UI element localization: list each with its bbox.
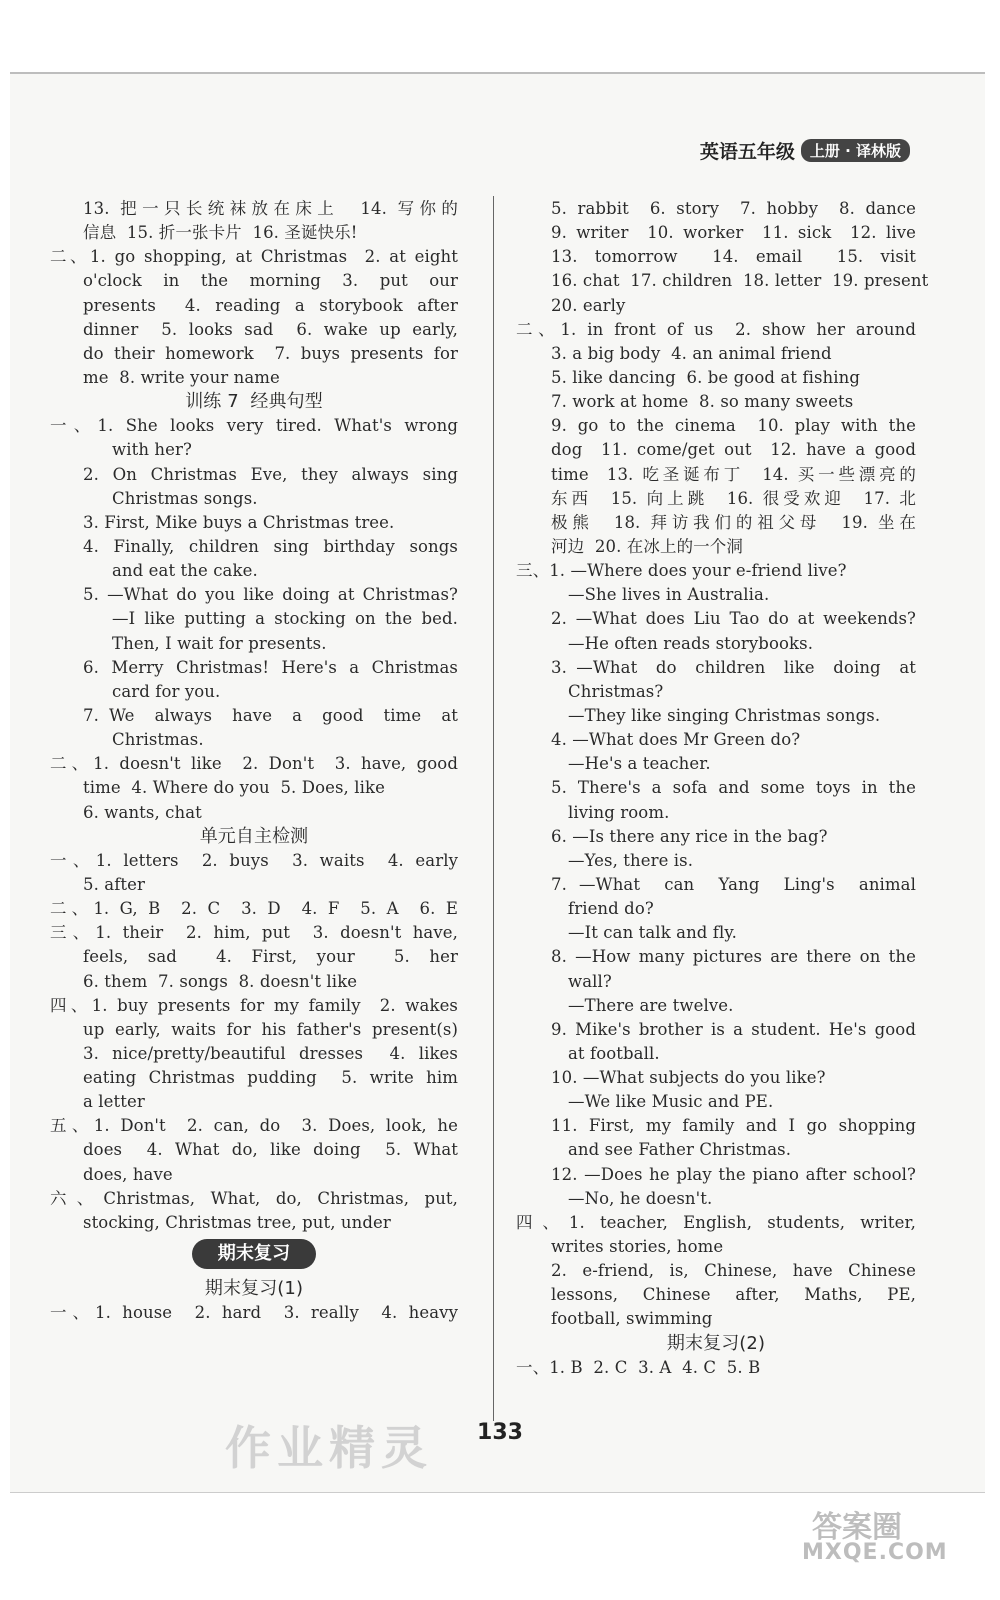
answer-line: —They like singing Christmas songs. (568, 705, 881, 725)
answer-line: 7. work at home 8. so many sweets (551, 392, 854, 412)
answer-line: friend do? (568, 899, 654, 919)
answer-line: —She lives in Australia. (568, 585, 770, 605)
answer-line: a letter (83, 1092, 145, 1112)
answer-line: does 4. What do, like doing 5. What (83, 1140, 458, 1160)
answer-line: up early, waits for his father's present(s) (83, 1019, 458, 1039)
left-column (50, 197, 458, 1325)
answer-line: 5. like dancing 6. be good at fishing (551, 367, 861, 387)
answer-line: 4. Finally, children sing birthday songs (83, 536, 458, 556)
section-pill: 期末复习 (192, 1239, 316, 1269)
top-rule (10, 72, 985, 74)
answer-line: 二、1. G, B 2. C 3. D 4. F 5. A 6. E (50, 899, 458, 919)
answer-line: 期末复习(2) (666, 1332, 766, 1354)
answer-line: Christmas? (568, 681, 664, 701)
answer-line: and see Father Christmas. (568, 1140, 792, 1160)
answer-line: 9. go to the cinema 10. play with the (551, 416, 916, 436)
answer-line: with her? (112, 440, 192, 460)
answer-line: me 8. write your name (83, 367, 280, 387)
answer-line: do their homework 7. buys presents for (83, 343, 458, 363)
answer-line: —Yes, there is. (568, 850, 694, 870)
answer-line: at football. (568, 1043, 660, 1063)
answer-line: 9. writer 10. worker 11. sick 12. live (551, 223, 916, 243)
answer-line: 7. We always have a good time at (83, 705, 458, 725)
answer-line: Christmas songs. (112, 488, 258, 508)
answer-line: eating Christmas pudding 5. write him (83, 1068, 458, 1088)
answer-line: 训练 7 经典句型 (185, 391, 323, 413)
answer-line: 四、1. buy presents for my family 2. wakes (50, 995, 458, 1015)
answer-line: 极熊 18. 拜访我们的祖父母 19. 坐在 (551, 512, 916, 532)
answer-line: —No, he doesn't. (568, 1188, 713, 1208)
watermark-url: MXQE.COM (802, 1540, 948, 1565)
answer-line: 13. tomorrow 14. email 15. visit (551, 247, 916, 267)
answer-line: 7. —What can Yang Ling's animal (551, 874, 916, 894)
answer-line: —There are twelve. (568, 995, 734, 1015)
answer-line: 期末复习(1) (204, 1278, 304, 1300)
answer-line: 二、1. doesn't like 2. Don't 3. have, good (50, 754, 458, 774)
answer-line: football, swimming (551, 1309, 713, 1329)
answer-line: 3. First, Mike buys a Christmas tree. (83, 512, 395, 532)
answer-line: 5. after (83, 874, 146, 894)
answer-line: 5. —What do you like doing at Christmas? (83, 585, 458, 605)
answer-line: wall? (568, 971, 612, 991)
answer-line: time 13. 吃圣诞布丁 14. 买一些漂亮的 (551, 464, 916, 484)
answer-line: 8. —How many pictures are there on the (551, 947, 916, 967)
answer-line: feels, sad 4. First, your 5. her (83, 947, 458, 967)
answer-line: 10. —What subjects do you like? (551, 1068, 826, 1088)
running-header (700, 137, 910, 164)
answer-line: 二、1. in front of us 2. show her around (516, 319, 916, 339)
answer-line: time 4. Where do you 5. Does, like (83, 778, 385, 798)
right-column (516, 197, 929, 1380)
answer-line: 东西 15. 向上跳 16. 很受欢迎 17. 北 (551, 488, 916, 508)
answer-line: 5. There's a sofa and some toys in the (551, 778, 916, 798)
answer-line: 三、1. their 2. him, put 3. doesn't have, (50, 923, 458, 943)
answer-line: dog 11. come/get out 12. have a good (551, 440, 916, 460)
answer-line: 3. nice/pretty/beautiful dresses 4. likes (83, 1043, 458, 1063)
answer-line: 6. wants, chat (83, 802, 202, 822)
answer-line: 6. —Is there any rice in the bag? (551, 826, 828, 846)
answer-line: 一、1. house 2. hard 3. really 4. heavy (50, 1303, 458, 1323)
answer-line: 河边 20. 在冰上的一个洞 (551, 536, 743, 556)
answer-line: o'clock in the morning 3. put our (83, 271, 458, 291)
answer-line: 4. —What does Mr Green do? (551, 730, 801, 750)
answer-line: lessons, Chinese after, Maths, PE, (551, 1285, 916, 1305)
answer-line: 16. chat 17. children 18. letter 19. present (551, 271, 929, 291)
answer-line: 5. rabbit 6. story 7. hobby 8. dance (551, 199, 916, 218)
edition-badge: 上册 · 译林版 (801, 139, 910, 162)
answer-line: 一、1. B 2. C 3. A 4. C 5. B (516, 1357, 761, 1377)
answer-line: 3. —What do children like doing at (551, 657, 916, 677)
answer-line: 2. —What does Liu Tao do at weekends? (551, 609, 916, 629)
answer-line: —It can talk and fly. (568, 923, 737, 943)
watermark-logo: 答案圈 (812, 1510, 902, 1545)
section-heading (50, 1235, 458, 1277)
answer-line: 一、1. She looks very tired. What's wrong (50, 416, 458, 436)
answer-line: —He often reads storybooks. (568, 633, 814, 653)
bottom-rule (10, 1492, 985, 1493)
answer-line: 20. early (551, 295, 626, 315)
page-number: 133 (477, 1420, 523, 1445)
answer-line: —We like Music and PE. (568, 1092, 774, 1112)
answer-line: 六、Christmas, What, do, Christmas, put, (50, 1188, 458, 1208)
answer-line: writes stories, home (551, 1237, 724, 1257)
answer-line: 12. —Does he play the piano after school? (551, 1164, 916, 1184)
answer-line: 五、1. Don't 2. can, do 3. Does, look, he (50, 1116, 458, 1136)
answer-line: living room. (568, 802, 670, 822)
answer-line: 11. First, my family and I go shopping (551, 1116, 916, 1136)
answer-line: presents 4. reading a storybook after (83, 295, 458, 315)
answer-line: —He's a teacher. (568, 754, 711, 774)
answer-line: 三、1. —Where does your e-friend live? (516, 561, 847, 581)
answer-line: 2. On Christmas Eve, they always sing (83, 464, 458, 484)
answer-line: 13. 把一只长统袜放在床上 14. 写你的 (83, 199, 458, 218)
answer-line: 四、1. teacher, English, students, writer, (516, 1212, 916, 1232)
answer-line: 二、1. go shopping, at Christmas 2. at eight (50, 247, 458, 267)
watermark-center: 作业精灵 (225, 1421, 433, 1475)
answer-line: 信息 15. 折一张卡片 16. 圣诞快乐! (83, 223, 358, 243)
answer-line: 6. them 7. songs 8. doesn't like (83, 971, 358, 991)
answer-line: does, have (83, 1164, 173, 1184)
answer-line: and eat the cake. (112, 561, 258, 581)
book-title: 英语五年级 (699, 141, 795, 163)
column-divider (493, 196, 494, 1421)
answer-line: 一、1. letters 2. buys 3. waits 4. early (50, 850, 458, 870)
answer-line: —I like putting a stocking on the bed. (112, 609, 458, 629)
answer-line: Christmas. (112, 730, 204, 750)
answer-line: card for you. (112, 681, 221, 701)
answer-line: dinner 5. looks sad 6. wake up early, (83, 319, 458, 339)
answer-line: 2. e-friend, is, Chinese, have Chinese (551, 1261, 916, 1281)
answer-line: Then, I wait for presents. (112, 633, 327, 653)
answer-line: 3. a big body 4. an animal friend (551, 343, 832, 363)
answer-line: 单元自主检测 (199, 825, 309, 847)
answer-line: stocking, Christmas tree, put, under (83, 1212, 391, 1232)
answer-line: 6. Merry Christmas! Here's a Christmas (83, 657, 458, 677)
answer-line: 9. Mike's brother is a student. He's good (551, 1019, 916, 1039)
